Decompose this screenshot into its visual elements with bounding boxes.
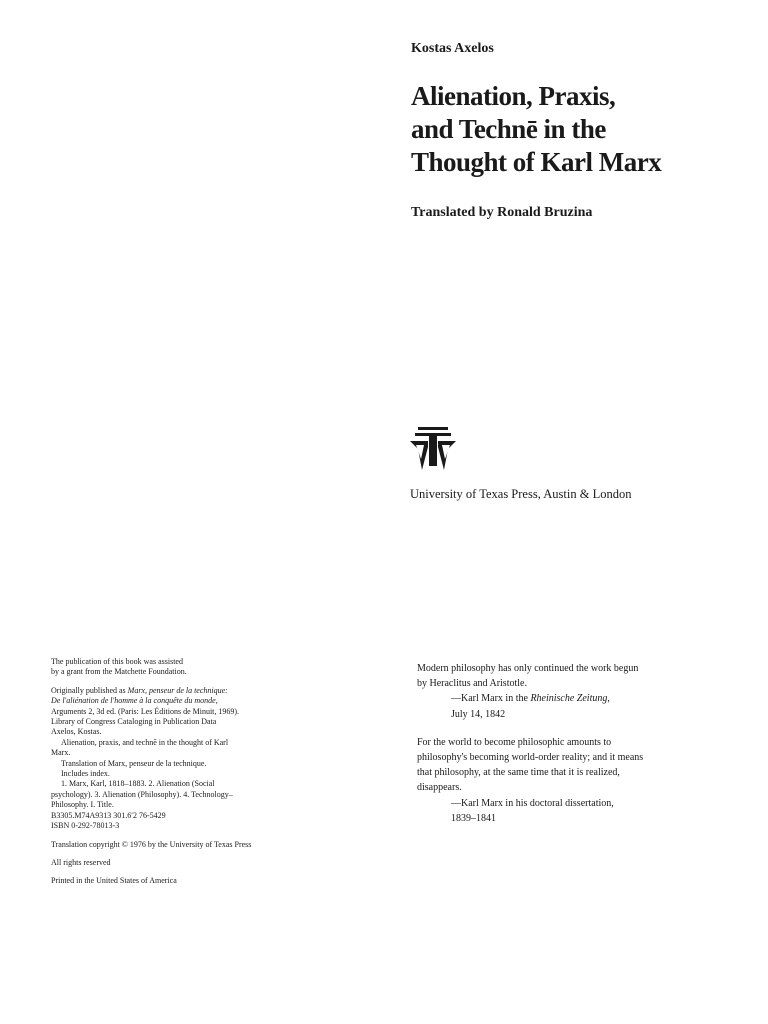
epigraph-attribution: —Karl Marx in the Rheinische Zeitung, bbox=[451, 693, 610, 705]
grant-line: by a grant from the Matchette Foundation. bbox=[51, 667, 187, 677]
epigraphs bbox=[417, 661, 657, 826]
cip-line: ISBN 0-292-78013-3 bbox=[51, 821, 120, 831]
cip-line: 1. Marx, Karl, 1818–1883. 2. Alienation (Social bbox=[61, 779, 215, 789]
cip-line: B3305.M74A9313 301.6′2 76-5429 bbox=[51, 810, 166, 820]
title-line: Thought of Karl Marx bbox=[411, 147, 662, 177]
epigraph-line: Modern philosophy has only continued the work begun bbox=[417, 663, 639, 674]
rights-notice: All rights reserved bbox=[51, 857, 111, 867]
cip-heading: Library of Congress Cataloging in Publication Data bbox=[51, 717, 217, 727]
epigraph-attribution: —Karl Marx in his doctoral dissertation, bbox=[451, 797, 614, 809]
cip-line: Philosophy. I. Title. bbox=[51, 800, 114, 810]
epigraph-line: For the world to become philosophic amounts to bbox=[417, 736, 612, 748]
cip-line: Translation of Marx, penseur de la technique. bbox=[61, 758, 207, 768]
copyright-notice: Translation copyright © 1976 by the University of Texas Press bbox=[51, 839, 252, 849]
ut-press-logo-icon bbox=[408, 425, 458, 475]
publisher-imprint: University of Texas Press, Austin & London bbox=[410, 487, 632, 501]
cip-line: Alienation, praxis, and technē in the thought of Karl bbox=[61, 737, 229, 747]
original-edition-line: Arguments 2, 3d ed. (Paris: Les Éditions de Minuit, 1969). bbox=[51, 706, 240, 716]
title-line: Alienation, Praxis, bbox=[411, 81, 616, 111]
translator-credit: Translated by Ronald Bruzina bbox=[411, 205, 593, 220]
cip-line: Marx. bbox=[51, 748, 71, 758]
original-edition-line: Originally published as Marx, penseur de la technique: bbox=[51, 685, 228, 695]
epigraph-line: that philosophy, at the same time that it is realized, bbox=[417, 767, 620, 779]
grant-line: The publication of this book was assisted bbox=[51, 657, 183, 666]
cip-line: Axelos, Kostas. bbox=[51, 727, 102, 737]
epigraph-line: by Heraclitus and Aristotle. bbox=[417, 678, 527, 690]
epigraph-line: disappears. bbox=[417, 782, 462, 794]
cip-line: Includes index. bbox=[61, 769, 110, 779]
printed-notice: Printed in the United States of America bbox=[51, 876, 177, 886]
copyright-page bbox=[51, 657, 311, 887]
cip-line: psychology). 3. Alienation (Philosophy). 4. Technology– bbox=[51, 789, 233, 799]
title-line: and Technē in the bbox=[411, 114, 606, 144]
epigraph-line: philosophy's becoming world-order reality; and it means bbox=[417, 752, 644, 764]
original-edition-line: De l'aliénation de l'homme à la conquête du monde, bbox=[51, 696, 218, 706]
epigraph-date: 1839–1841 bbox=[451, 812, 496, 824]
epigraph-date: July 14, 1842 bbox=[451, 708, 506, 720]
author-name: Kostas Axelos bbox=[411, 41, 494, 56]
book-title bbox=[411, 80, 751, 179]
